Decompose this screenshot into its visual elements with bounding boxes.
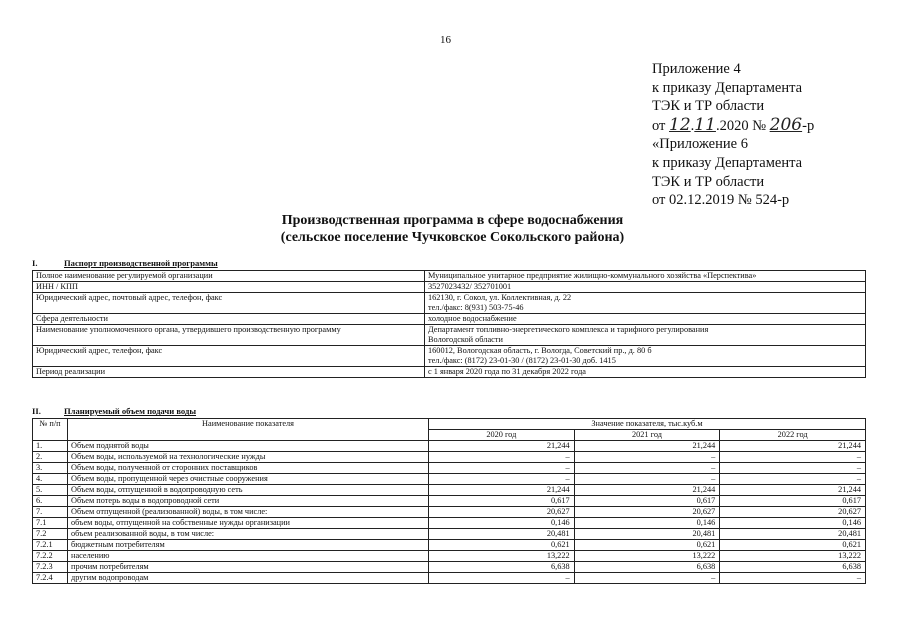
row-value: 0,146 — [720, 518, 866, 529]
row-value: 0,621 — [574, 540, 720, 551]
table-row — [33, 529, 866, 540]
section-2-heading — [32, 406, 196, 416]
passport-row — [33, 314, 866, 325]
handwritten-order-number: 206 — [769, 114, 803, 135]
row-value: 0,617 — [429, 496, 575, 507]
row-name: Объем воды, отпущенной в водопроводную сеть — [68, 485, 429, 496]
section-title: Планируемый объем подачи воды — [64, 406, 197, 416]
title-line: Производственная программа в сфере водоснабжения — [281, 213, 624, 228]
section-number: I. — [32, 258, 38, 268]
row-value: – — [429, 474, 575, 485]
date-sep: . — [690, 117, 695, 134]
passport-label: Юридический адрес, телефон, факс — [33, 346, 425, 367]
passport-value — [425, 271, 866, 282]
row-value: 6,638 — [720, 562, 866, 573]
row-number: 2. — [33, 452, 68, 463]
row-value: 21,244 — [720, 441, 866, 452]
row-value: 21,244 — [574, 485, 720, 496]
row-number: 7.2.2 — [33, 551, 68, 562]
appendix-line: ТЭК и ТР области — [652, 173, 765, 190]
row-value: 21,244 — [429, 441, 575, 452]
passport-value — [425, 293, 866, 314]
date-year: .2020 № — [715, 117, 767, 134]
row-number: 7.2.1 — [33, 540, 68, 551]
row-value: 20,481 — [720, 529, 866, 540]
order-suffix: -р — [802, 117, 815, 134]
handwritten-day: 12 — [669, 114, 691, 135]
table-row — [33, 452, 866, 463]
row-name: населению — [68, 551, 429, 562]
passport-value-line: холодное водоснабжение — [428, 314, 517, 323]
row-value: 20,627 — [574, 507, 720, 518]
section-title: Паспорт производственной программы — [64, 258, 218, 268]
passport-row — [33, 293, 866, 314]
row-name: Объем воды, пропущенной через очистные сооружения — [68, 474, 429, 485]
passport-value-line: с 1 января 2020 года по 31 декабря 2022 года — [428, 367, 586, 376]
passport-value — [425, 314, 866, 325]
row-value: – — [574, 573, 720, 584]
row-number: 7.2 — [33, 529, 68, 540]
appendix-line: от 02.12.2019 № 524-р — [652, 192, 790, 209]
passport-value-line: 160012, Вологодская область, г. Вологда, Советский пр., д. 80 б — [428, 346, 652, 355]
row-value: 13,222 — [720, 551, 866, 562]
passport-row — [33, 367, 866, 378]
passport-value-line: 3527023432/ 352701001 — [428, 282, 512, 291]
row-value: 20,627 — [720, 507, 866, 518]
row-value: – — [429, 452, 575, 463]
passport-label: Период реализации — [33, 367, 425, 378]
table-row — [33, 474, 866, 485]
passport-value — [425, 346, 866, 367]
row-name: Объем отпущенной (реализованной) воды, в том числе: — [68, 507, 429, 518]
row-number: 7.1 — [33, 518, 68, 529]
title-line: (сельское поселение Чучковское Сокольского района) — [280, 230, 625, 245]
row-value: 0,621 — [429, 540, 575, 551]
row-number: 6. — [33, 496, 68, 507]
row-name: Объем потерь воды в водопроводной сети — [68, 496, 429, 507]
row-name: другим водопроводам — [68, 573, 429, 584]
row-value: – — [574, 452, 720, 463]
table-row — [33, 507, 866, 518]
appendix-line: Приложение 4 — [652, 61, 741, 77]
table-row — [33, 551, 866, 562]
row-value: 0,146 — [574, 518, 720, 529]
appendix-line: ТЭК и ТР области — [652, 98, 765, 115]
table-row — [33, 540, 866, 551]
page-number: 16 — [440, 34, 451, 46]
passport-value-line: Вологодской области — [428, 335, 503, 344]
section-number: II. — [32, 406, 41, 416]
table-row — [33, 441, 866, 452]
row-name: объем реализованной воды, в том числе: — [68, 529, 429, 540]
appendix-line: к приказу Департамента — [652, 154, 803, 171]
passport-label: Наименование уполномоченного органа, утвердившего производственную программу — [33, 325, 425, 346]
row-name: Объем поднятой воды — [68, 441, 429, 452]
header-value: Значение показателя, тыс.куб.м — [429, 419, 866, 430]
table-row — [33, 485, 866, 496]
row-number: 7. — [33, 507, 68, 518]
row-number: 7.2.4 — [33, 573, 68, 584]
handwritten-month: 11 — [694, 114, 716, 135]
passport-value — [425, 282, 866, 293]
passport-table — [32, 270, 866, 378]
row-value: 21,244 — [720, 485, 866, 496]
table-row — [33, 463, 866, 474]
passport-label: Полное наименование регулируемой организации — [33, 271, 425, 282]
row-value: 0,146 — [429, 518, 575, 529]
header-name: Наименование показателя — [68, 419, 429, 441]
appendix-line: «Приложение 6 — [652, 136, 748, 153]
row-value: 13,222 — [429, 551, 575, 562]
row-value: 20,627 — [429, 507, 575, 518]
passport-value-line: Муниципальное унитарное предприятие жилищно-коммунального хозяйства «Перспектива» — [428, 271, 757, 280]
row-name: бюджетным потребителям — [68, 540, 429, 551]
table-row — [33, 496, 866, 507]
row-value: – — [720, 463, 866, 474]
passport-value-line: тел./факс: 8(931) 503-75-46 — [428, 303, 524, 312]
row-number: 4. — [33, 474, 68, 485]
row-value: – — [720, 573, 866, 584]
passport-label: Юридический адрес, почтовый адрес, телефон, факс — [33, 293, 425, 314]
row-name: объем воды, отпущенной на собственные нужды организации — [68, 518, 429, 529]
row-value: – — [720, 474, 866, 485]
passport-row — [33, 325, 866, 346]
row-value: – — [574, 474, 720, 485]
row-value: 0,617 — [574, 496, 720, 507]
row-value: 0,621 — [720, 540, 866, 551]
table-row — [33, 562, 866, 573]
header-num: № п/п — [33, 419, 68, 441]
row-value: 0,617 — [720, 496, 866, 507]
row-value: 21,244 — [429, 485, 575, 496]
header-year: 2022 год — [720, 430, 866, 441]
passport-label: Сфера деятельности — [33, 314, 425, 325]
date-prefix: от — [652, 117, 666, 134]
passport-row — [33, 282, 866, 293]
row-value: 13,222 — [574, 551, 720, 562]
row-number: 1. — [33, 441, 68, 452]
row-value: – — [574, 463, 720, 474]
passport-value-line: 162130, г. Сокол, ул. Коллективная, д. 22 — [428, 293, 572, 302]
appendix-date-line — [652, 116, 814, 136]
table-row — [33, 518, 866, 529]
passport-value-line: Департамент топливно-энергетического комплекса и тарифного регулирования — [428, 325, 709, 334]
appendix-block — [652, 60, 814, 210]
passport-value-line: тел./факс: (8172) 23-01-30 / (8172) 23-01-30 доб. 1415 — [428, 356, 616, 365]
row-name: Объем воды, полученной от сторонних поставщиков — [68, 463, 429, 474]
passport-row — [33, 271, 866, 282]
passport-row — [33, 346, 866, 367]
section-1-heading — [32, 258, 218, 268]
row-value: 21,244 — [574, 441, 720, 452]
document-title — [0, 212, 905, 246]
water-volume-table — [32, 418, 866, 584]
row-name: прочим потребителям — [68, 562, 429, 573]
row-number: 7.2.3 — [33, 562, 68, 573]
row-value: 6,638 — [574, 562, 720, 573]
passport-value — [425, 325, 866, 346]
row-name: Объем воды, используемой на технологические нужды — [68, 452, 429, 463]
row-value: 20,481 — [429, 529, 575, 540]
header-year: 2021 год — [574, 430, 720, 441]
row-value: – — [429, 573, 575, 584]
row-value: 6,638 — [429, 562, 575, 573]
header-year: 2020 год — [429, 430, 575, 441]
row-number: 5. — [33, 485, 68, 496]
row-value: 20,481 — [574, 529, 720, 540]
row-value: – — [429, 463, 575, 474]
row-number: 3. — [33, 463, 68, 474]
appendix-line: к приказу Департамента — [652, 79, 803, 96]
table-row — [33, 573, 866, 584]
passport-label: ИНН / КПП — [33, 282, 425, 293]
row-value: – — [720, 452, 866, 463]
passport-value — [425, 367, 866, 378]
